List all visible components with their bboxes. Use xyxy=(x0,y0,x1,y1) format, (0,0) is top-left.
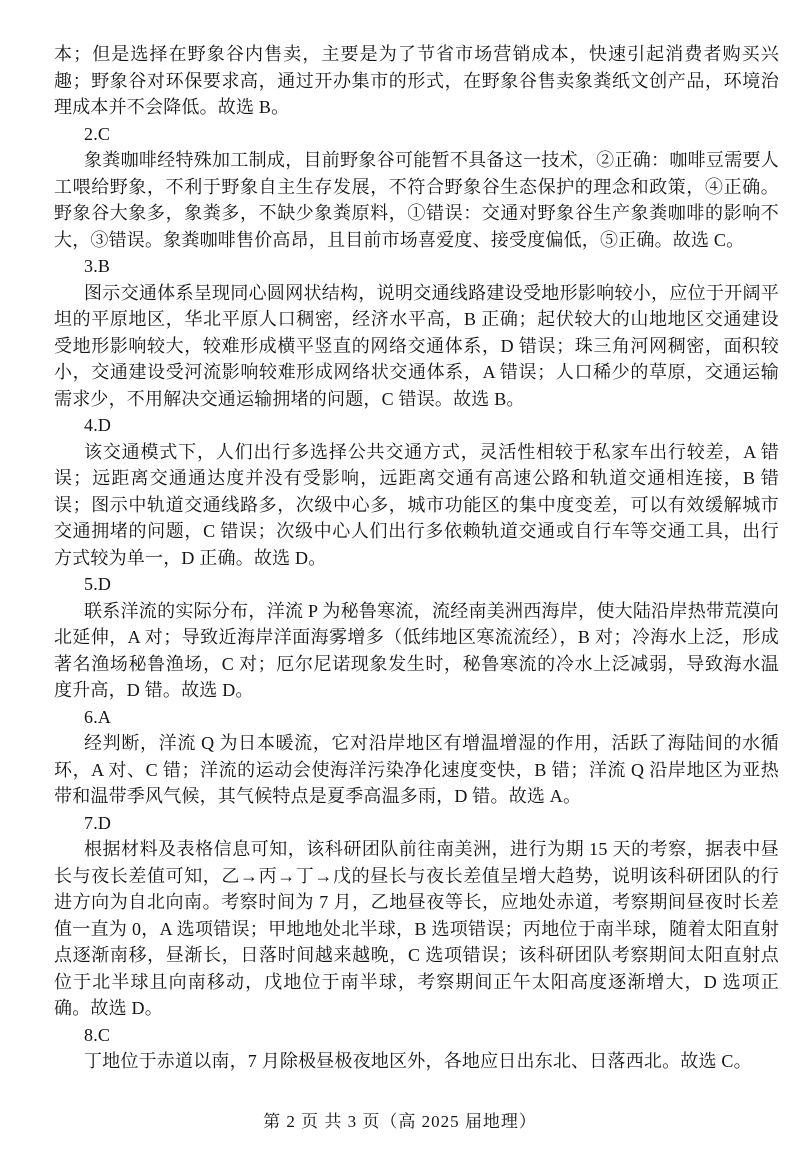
answer-explanation-4: 该交通模式下，人们出行多选择公共交通方式，灵活性相较于私家车出行较差，A 错误；远距离交通通达度并没有受影响，远距离交通有高速公路和轨道交通相连接，B 错误；图示中轨道交通线路多，次级中心多，城市功能区的集中度变差，可以有效缓解城市交通拥堵的问题，C 错误；次级中心人们出行多依赖轨道交通或自行车等交通工具，出行方式较为单一，D 正确。故选 D。 xyxy=(54,441,779,568)
answer-label-2: 2.C xyxy=(84,123,111,144)
answer-explanation-7: 根据材料及表格信息可知，该科研团队前往南美洲，进行为期 15 天的考察，据表中昼长与夜长差值可知，乙→丙→丁→戊的昼长与夜长差值呈增大趋势，说明该科研团队的行进方向为自北向南。考察时间为 7 月，乙地昼夜等长，应地处赤道，考察期间昼夜时长差值一直为 0，A 选项错误；甲地地处北半球，B 选项错误；丙地位于南半球，随着太阳直射点逐渐南移，昼渐长，日落时间越来越晚，C 选项错误；该科研团队考察期间太阳直射点位于北半球且向南移动，戊地位于南半球，考察期间正午太阳高度逐渐增大，D 选项正确。故选 D。 xyxy=(54,839,779,1018)
answer-key-content xyxy=(54,41,779,1075)
answer-explanation-2: 象粪咖啡经特殊加工制成，目前野象谷可能暂不具备这一技术，②正确：咖啡豆需要人工喂给野象，不利于野象自主生存发展，不符合野象谷生态保护的理念和政策，④正确。野象谷大象多，象粪多，不缺少象粪原料，①错误：交通对野象谷生产象粪咖啡的影响不大，③错误。象粪咖啡售价高昂，且目前市场喜爱度、接受度偏低，⑤正确。故选 C。 xyxy=(54,150,779,250)
answer-explanation-3: 图示交通体系呈现同心圆网状结构，说明交通线路建设受地形影响较小，应位于开阔平坦的平原地区，华北平原人口稠密，经济水平高，B 正确；起伏较大的山地地区交通建设受地形影响较大，较难形成横平竖直的网络交通体系，D 错误；珠三角河网稠密，面积较小，交通建设受河流影响较难形成网络状交通体系，A 错误；人口稀少的草原，交通运输需求少，不用解决交通运输拥堵的问题，C 错误。故选 B。 xyxy=(54,282,779,409)
answer-label-3: 3.B xyxy=(84,256,111,276)
answer-label-8: 8.C xyxy=(84,1024,111,1045)
continuation-paragraph: 本；但是选择在野象谷内售卖，主要是为了节省市场营销成本，快速引起消费者购买兴趣；野象谷对环保要求高，通过开办集市的形式，在野象谷售卖象粪纸文创产品，环境治理成本并不会降低。故选 B。 xyxy=(54,44,779,117)
answer-explanation-8: 丁地位于赤道以南，7 月除极昼极夜地区外，各地应日出东北、日落西北。故选 C。 xyxy=(84,1051,752,1071)
answer-label-5: 5.D xyxy=(84,574,112,594)
answer-label-6: 6.A xyxy=(84,706,112,727)
answer-label-4: 4.D xyxy=(84,415,112,435)
answer-explanation-5: 联系洋流的实际分布，洋流 P 为秘鲁寒流，流经南美洲西海岸，使大陆沿岸热带荒漠向北延伸，A 对；导致近海岸洋面海雾增多（低纬地区寒流流经），B 对；冷海水上泛，形成著名渔场秘鲁渔场，C 对；厄尔尼诺现象发生时，秘鲁寒流的冷水上泛减弱，导致海水温度升高，D 错。故选 D。 xyxy=(54,600,779,700)
answer-label-7: 7.D xyxy=(84,812,112,833)
answer-explanation-6: 经判断，洋流 Q 为日本暖流，它对沿岸地区有增温增湿的作用，活跃了海陆间的水循环，A 对、C 错；洋流的运动会使海洋污染净化速度变快，B 错；洋流 Q 沿岸地区为亚热带和温带季风气候，其气候特点是夏季高温多雨，D 错。故选 A。 xyxy=(54,733,779,806)
page-footer: 第 2 页 共 3 页（高 2025 届地理） xyxy=(263,1112,537,1131)
